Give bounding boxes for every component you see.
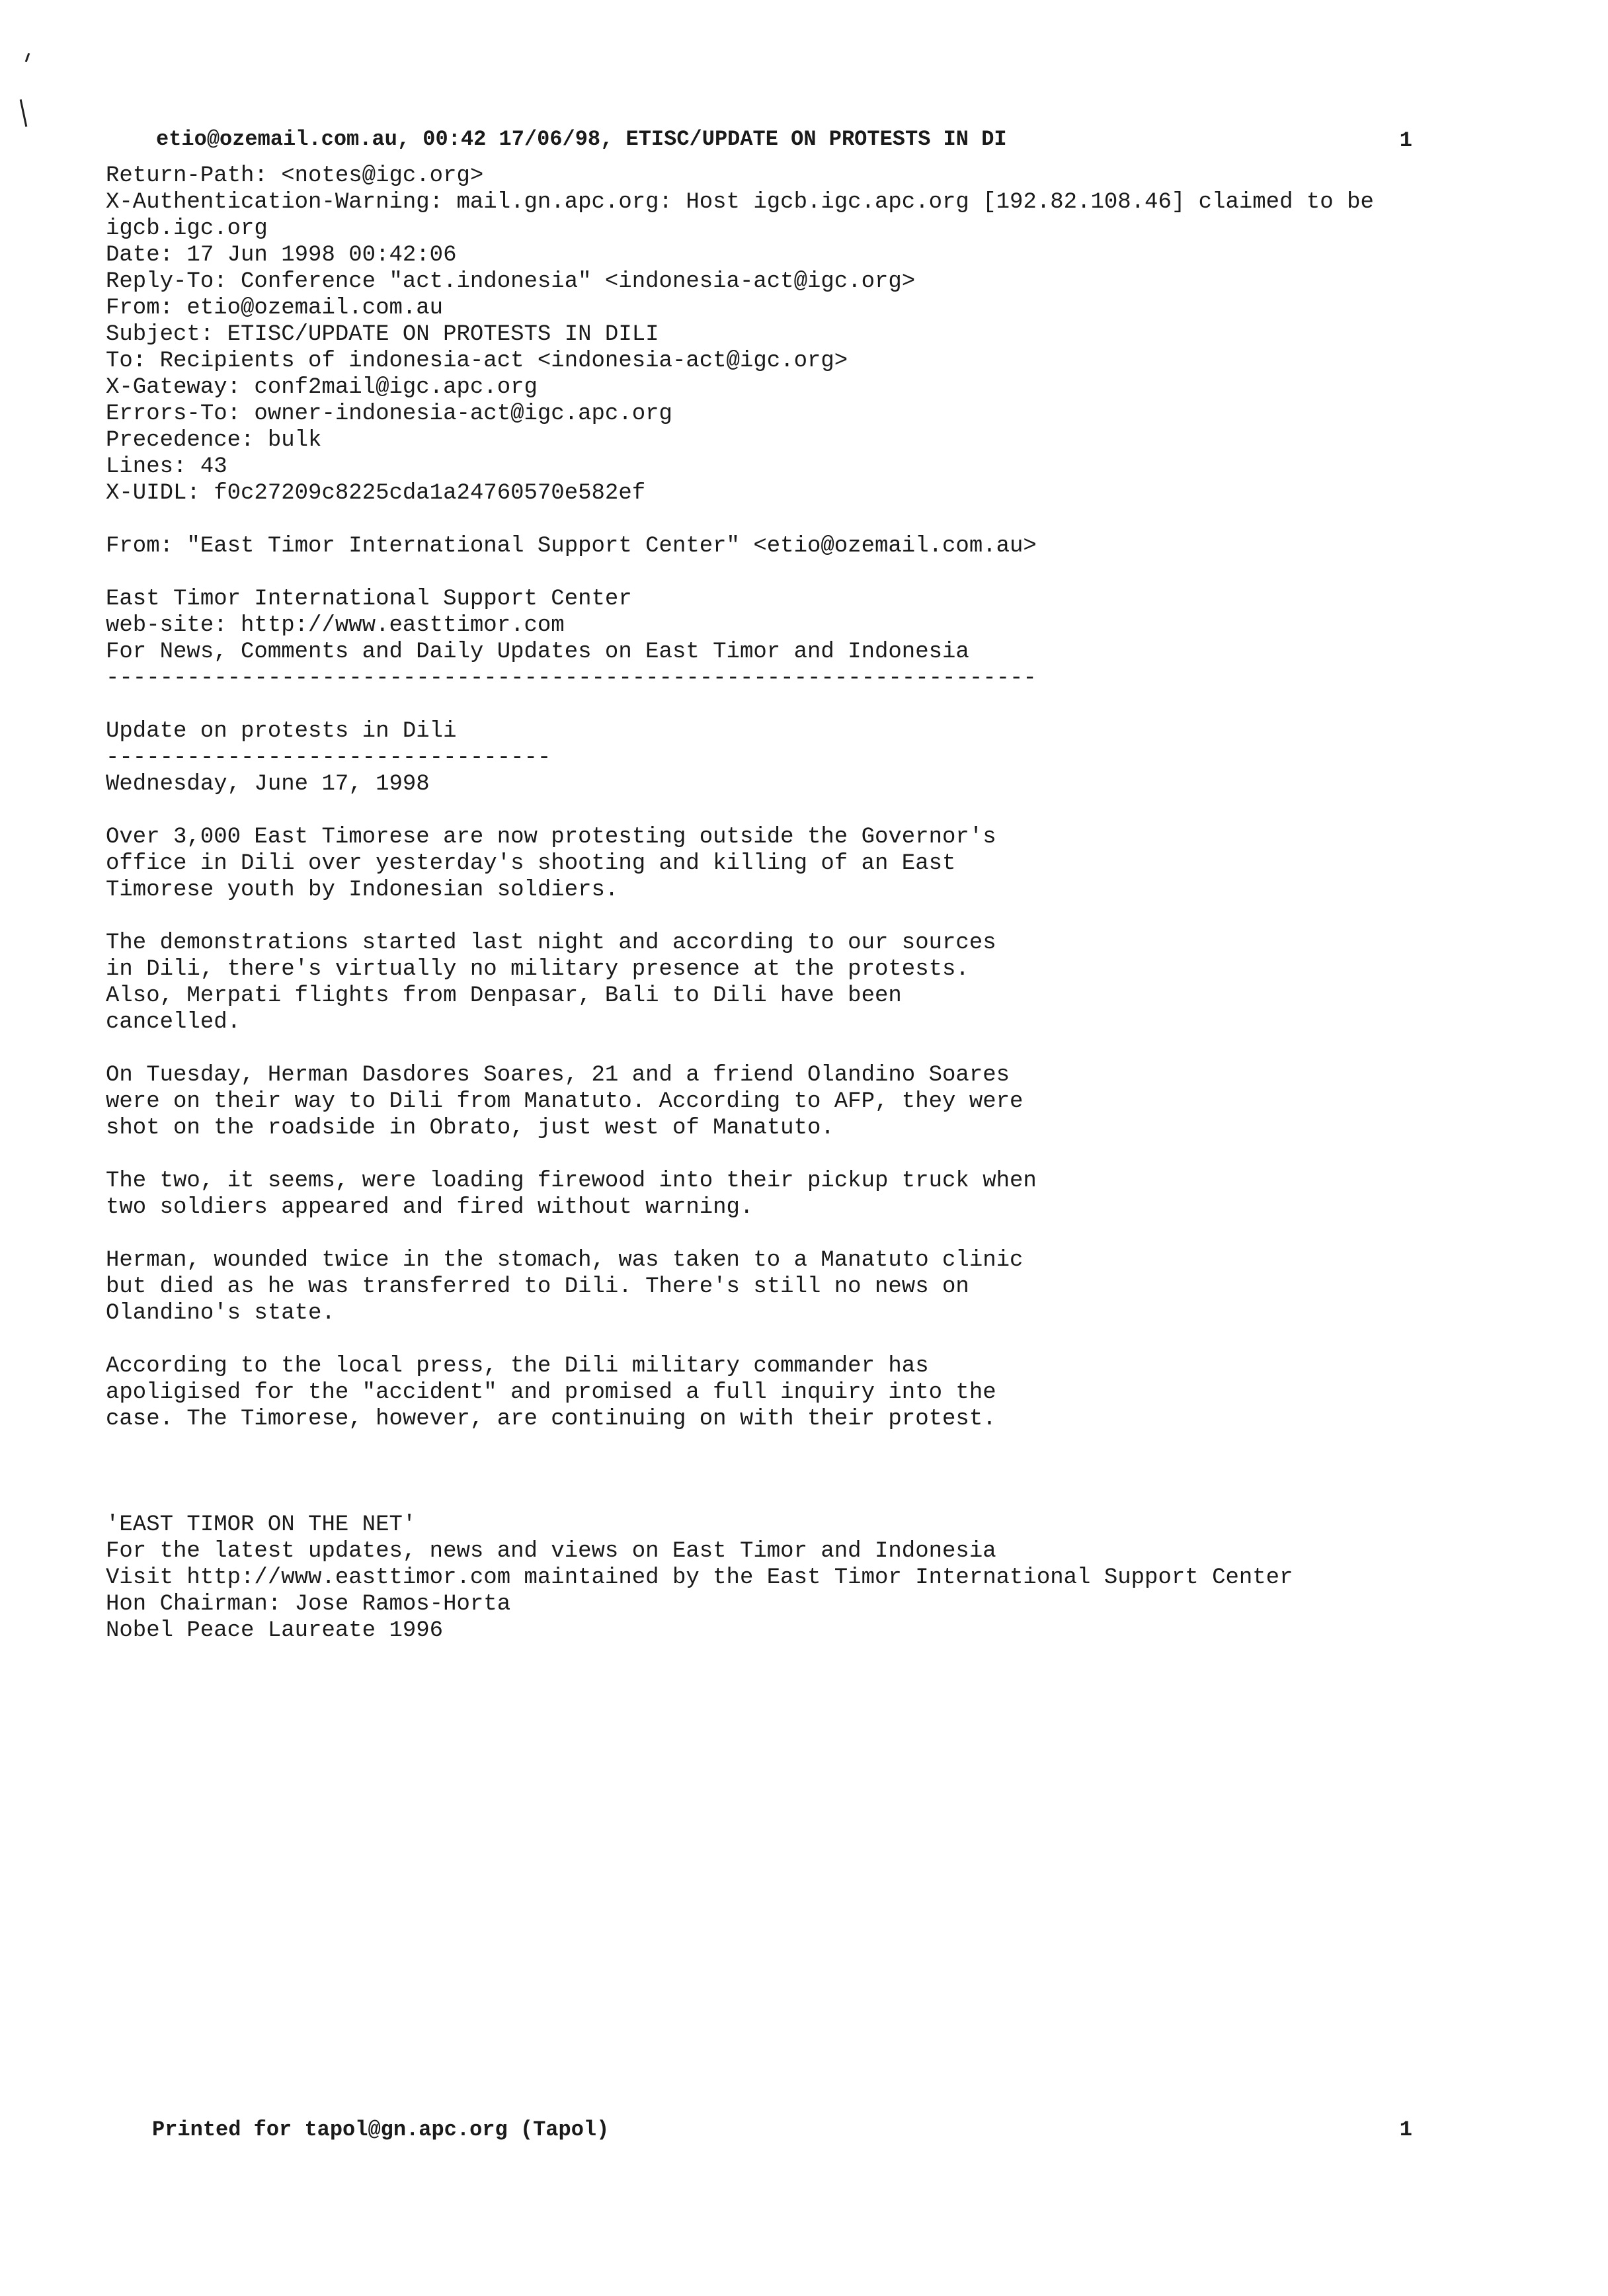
paragraph-line: On Tuesday, Herman Dasdores Soares, 21 and a friend Olandino Soares [106, 1063, 1010, 1088]
paragraph [106, 930, 1534, 1036]
header-line: To: Recipients of indonesia-act <indonesia-act@igc.org> [106, 348, 848, 374]
print-header-title: etio@ozemail.com.au, 00:42 17/06/98, ETISC/UPDATE ON PROTESTS IN DI [156, 127, 1007, 151]
paragraph-line: According to the local press, the Dili military commander has [106, 1354, 929, 1379]
footer-page-number: 1 [1399, 2117, 1412, 2142]
signature-line: Hon Chairman: Jose Ramos-Horta [106, 1592, 511, 1617]
header-line: From: etio@ozemail.com.au [106, 296, 444, 321]
header-line: X-Authentication-Warning: mail.gn.apc.org: Host igcb.igc.apc.org [192.82.108.46] claimed to be igcb.igc.org [106, 190, 1388, 241]
paragraph-line: office in Dili over yesterday's shooting and killing of an East [106, 851, 956, 876]
signature-line: For the latest updates, news and views on East Timor and Indonesia [106, 1539, 996, 1564]
article-heading: Update on protests in Dili [106, 719, 457, 744]
email-headers [106, 163, 1534, 507]
org-line: web-site: http://www.easttimor.com [106, 613, 565, 638]
paragraph-line: shot on the roadside in Obrato, just west of Manatuto. [106, 1116, 834, 1141]
print-header-page-number: 1 [1399, 128, 1412, 153]
signature-block [106, 1512, 1534, 1644]
scan-mark [25, 53, 30, 62]
separator-long: --------------------------------------------------------------------- [106, 666, 1037, 691]
paragraph [106, 1247, 1534, 1327]
separator-short: --------------------------------- [106, 745, 551, 770]
paragraph-line: Herman, wounded twice in the stomach, was taken to a Manatuto clinic [106, 1248, 1024, 1273]
header-line: X-UIDL: f0c27209c8225cda1a24760570e582ef [106, 481, 646, 506]
paragraph-line: in Dili, there's virtually no military presence at the protests. [106, 957, 969, 982]
org-block [106, 586, 1534, 692]
org-line: For News, Comments and Daily Updates on East Timor and Indonesia [106, 639, 969, 665]
org-line: East Timor International Support Center [106, 587, 632, 612]
header-line: X-Gateway: conf2mail@igc.apc.org [106, 375, 538, 400]
paragraph-line: Olandino's state. [106, 1301, 335, 1326]
header-line: Precedence: bulk [106, 428, 322, 453]
paragraph-line: but died as he was transferred to Dili. There's still no news on [106, 1274, 969, 1299]
header-line: Reply-To: Conference "act.indonesia" <indonesia-act@igc.org> [106, 269, 916, 294]
paragraph-line: two soldiers appeared and fired without warning. [106, 1195, 754, 1220]
header-line: Date: 17 Jun 1998 00:42:06 [106, 243, 457, 268]
header-line: Return-Path: <notes@igc.org> [106, 163, 484, 188]
paragraph [106, 824, 1534, 903]
paragraph-line: cancelled. [106, 1010, 241, 1035]
paragraph [106, 1168, 1534, 1221]
header-line: Errors-To: owner-indonesia-act@igc.apc.org [106, 401, 672, 427]
signature-line: Nobel Peace Laureate 1996 [106, 1618, 444, 1643]
paragraph [106, 1353, 1534, 1432]
article-date: Wednesday, June 17, 1998 [106, 772, 430, 797]
paragraph-line: Also, Merpati flights from Denpasar, Bali to Dili have been [106, 983, 902, 1008]
printed-for-footer: Printed for tapol@gn.apc.org (Tapol) [152, 2117, 610, 2142]
paragraph-line: were on their way to Dili from Manatuto. According to AFP, they were [106, 1089, 1024, 1114]
paragraph-line: The two, it seems, were loading firewood into their pickup truck when [106, 1168, 1037, 1194]
header-line: Lines: 43 [106, 454, 227, 479]
paragraph-line: case. The Timorese, however, are continuing on with their protest. [106, 1407, 996, 1432]
paragraph-line: apoligised for the "accident" and promised a full inquiry into the [106, 1380, 996, 1405]
paragraph-line: Timorese youth by Indonesian soldiers. [106, 878, 619, 903]
email-document [106, 163, 1534, 1644]
header-line: Subject: ETISC/UPDATE ON PROTESTS IN DILI [106, 322, 659, 347]
paragraph-line: The demonstrations started last night and according to our sources [106, 930, 996, 956]
paragraph [106, 1062, 1534, 1141]
from-line: From: "East Timor International Support Center" <etio@ozemail.com.au> [106, 534, 1037, 559]
signature-line: Visit http://www.easttimor.com maintained by the East Timor International Support Center [106, 1565, 1293, 1590]
signature-line: 'EAST TIMOR ON THE NET' [106, 1512, 417, 1538]
paragraph-line: Over 3,000 East Timorese are now protesting outside the Governor's [106, 825, 996, 850]
scan-mark [20, 99, 28, 127]
